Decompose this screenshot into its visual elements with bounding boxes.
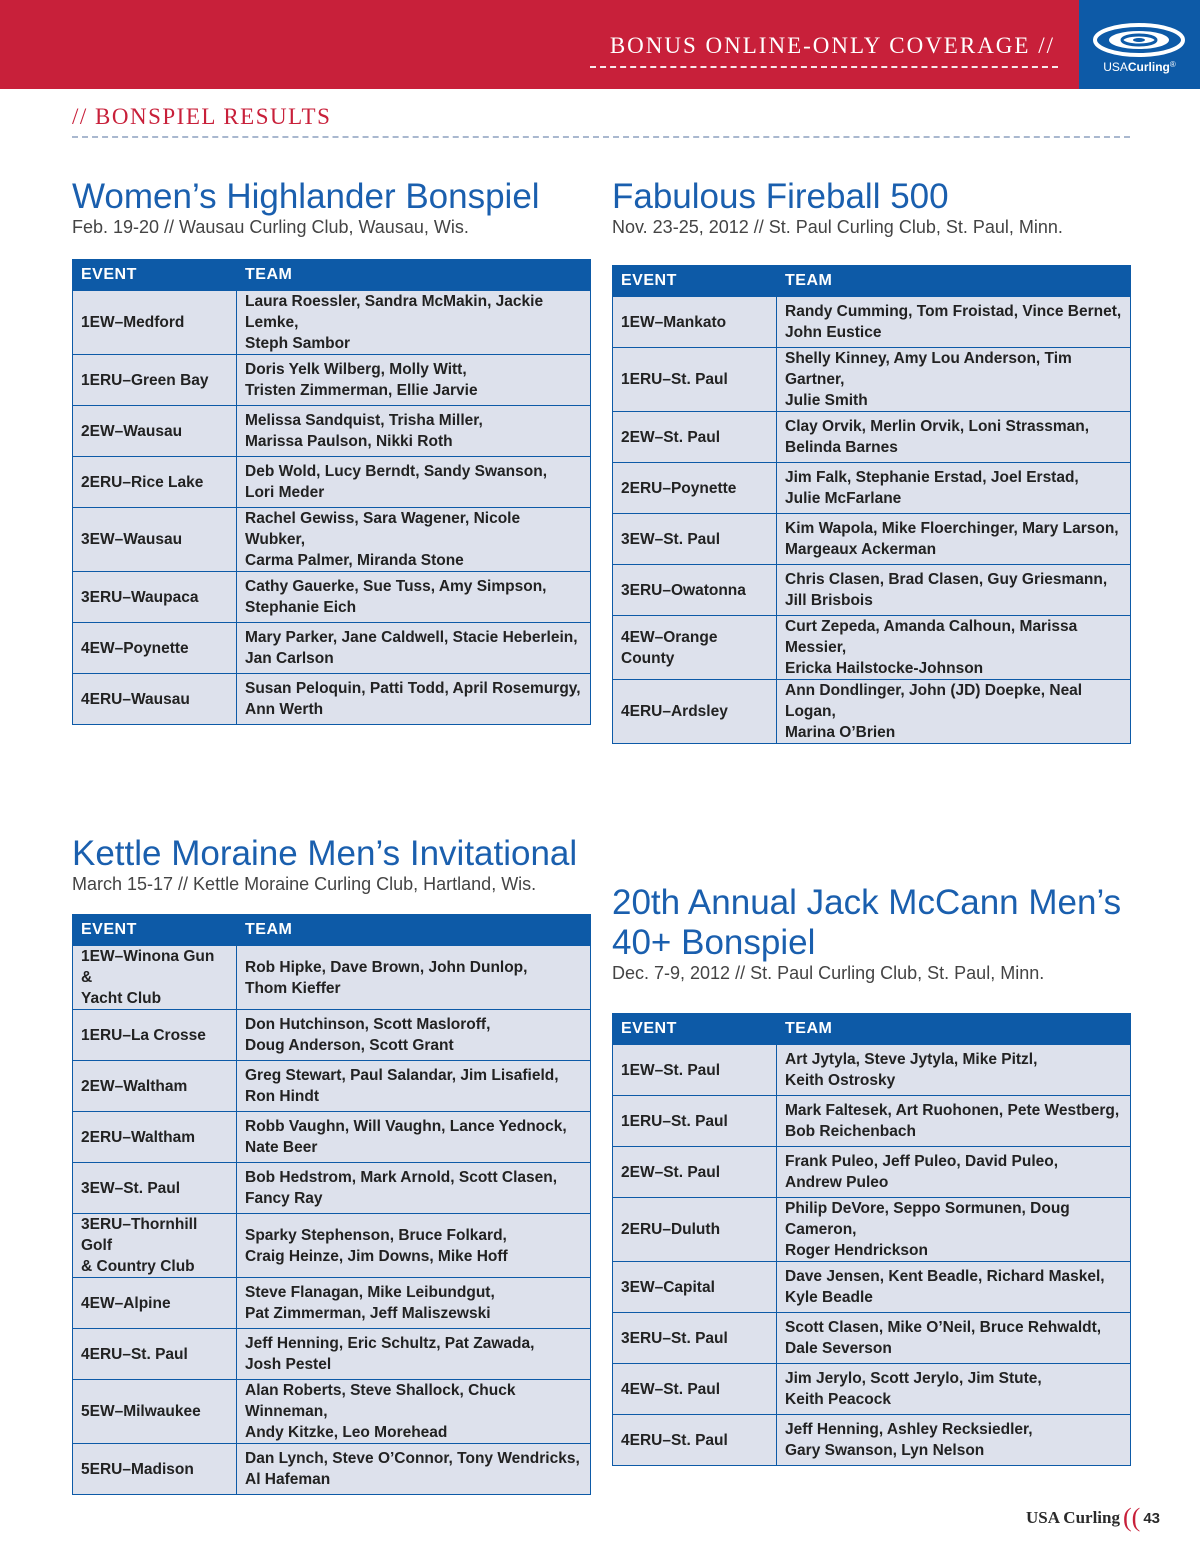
table-row [73, 508, 591, 572]
team-column-header: TEAM [237, 915, 591, 946]
table-row [613, 463, 1131, 514]
team-cell: Rachel Gewiss, Sara Wagener, Nicole Wubker, Carma Palmer, Miranda Stone [237, 508, 591, 572]
team-cell: Jeff Henning, Ashley Recksiedler, Gary Swanson, Lyn Nelson [777, 1415, 1131, 1466]
team-cell: Alan Roberts, Steve Shallock, Chuck Winneman, Andy Kitzke, Leo Morehead [237, 1380, 591, 1444]
table-row [73, 1061, 591, 1112]
table-row [73, 623, 591, 674]
page-footer [1026, 1503, 1160, 1533]
event-cell: 2ERU–Rice Lake [73, 457, 237, 508]
event-cell: 3ERU–St. Paul [613, 1313, 777, 1364]
page-number: 43 [1143, 1510, 1160, 1527]
team-cell: Steve Flanagan, Mike Leibundgut, Pat Zimmerman, Jeff Maliszewski [237, 1278, 591, 1329]
event-cell: 1EW–Mankato [613, 297, 777, 348]
team-cell: Susan Peloquin, Patti Todd, April Rosemurgy, Ann Werth [237, 674, 591, 725]
event-cell: 1EW–Medford [73, 291, 237, 355]
team-cell: Randy Cumming, Tom Froistad, Vince Bernet, John Eustice [777, 297, 1131, 348]
team-cell: Don Hutchinson, Scott Masloroff, Doug Anderson, Scott Grant [237, 1010, 591, 1061]
event-cell: 2ERU–Waltham [73, 1112, 237, 1163]
table-row [73, 1163, 591, 1214]
table-row [613, 680, 1131, 744]
table-header-row [613, 266, 1131, 297]
table-row [613, 565, 1131, 616]
team-cell: Robb Vaughn, Will Vaughn, Lance Yednock, Nate Beer [237, 1112, 591, 1163]
team-cell: Bob Hedstrom, Mark Arnold, Scott Clasen, Fancy Ray [237, 1163, 591, 1214]
team-cell: Rob Hipke, Dave Brown, John Dunlop, Thom Kieffer [237, 946, 591, 1010]
event-cell: 2EW–Waltham [73, 1061, 237, 1112]
team-cell: Jim Falk, Stephanie Erstad, Joel Erstad, Julie McFarlane [777, 463, 1131, 514]
event-cell: 5ERU–Madison [73, 1444, 237, 1495]
table-row [73, 457, 591, 508]
team-cell: Chris Clasen, Brad Clasen, Guy Griesmann, Jill Brisbois [777, 565, 1131, 616]
table-row [73, 406, 591, 457]
kettle-results-table [72, 914, 591, 1495]
team-column-header: TEAM [237, 260, 591, 291]
event-column-header: EVENT [613, 1014, 777, 1045]
table-row [73, 946, 591, 1010]
kettle-title: Kettle Moraine Men’s Invitational [72, 834, 578, 873]
event-cell: 2ERU–Poynette [613, 463, 777, 514]
table-row [613, 348, 1131, 412]
table-row [613, 1415, 1131, 1466]
table-row [73, 1329, 591, 1380]
event-cell: 1EW–St. Paul [613, 1045, 777, 1096]
header-banner [0, 0, 1079, 89]
curling-stone-icon [1091, 22, 1188, 60]
team-cell: Mary Parker, Jane Caldwell, Stacie Heberlein, Jan Carlson [237, 623, 591, 674]
event-cell: 3EW–Capital [613, 1262, 777, 1313]
team-cell: Curt Zepeda, Amanda Calhoun, Marissa Messier, Ericka Hailstocke-Johnson [777, 616, 1131, 680]
highlander-subtitle: Feb. 19-20 // Wausau Curling Club, Wausau, Wis. [72, 217, 469, 237]
fireball-title: Fabulous Fireball 500 [612, 177, 949, 216]
table-row [73, 1214, 591, 1278]
bonus-coverage-label: BONUS ONLINE-ONLY COVERAGE // [609, 33, 1055, 58]
event-cell: 4EW–Orange County [613, 616, 777, 680]
team-cell: Frank Puleo, Jeff Puleo, David Puleo, Andrew Puleo [777, 1147, 1131, 1198]
team-cell: Scott Clasen, Mike O’Neil, Bruce Rehwaldt, Dale Severson [777, 1313, 1131, 1364]
team-column-header: TEAM [777, 1014, 1131, 1045]
header-dashed-rule [590, 66, 1058, 68]
mccann-results-table [612, 1013, 1131, 1466]
kettle-heading [72, 834, 577, 894]
table-row [613, 1096, 1131, 1147]
table-row [73, 674, 591, 725]
event-cell: 4ERU–St. Paul [73, 1329, 237, 1380]
event-column-header: EVENT [73, 260, 237, 291]
mccann-heading [612, 883, 1121, 983]
team-cell: Deb Wold, Lucy Berndt, Sandy Swanson, Lori Meder [237, 457, 591, 508]
table-row [613, 1262, 1131, 1313]
team-cell: Art Jytyla, Steve Jytyla, Mike Pitzl, Keith Ostrosky [777, 1045, 1131, 1096]
event-cell: 3ERU–Waupaca [73, 572, 237, 623]
team-cell: Mark Faltesek, Art Ruohonen, Pete Westberg, Bob Reichenbach [777, 1096, 1131, 1147]
event-cell: 4ERU–Wausau [73, 674, 237, 725]
highlander-results-table [72, 259, 591, 725]
table-row [613, 1147, 1131, 1198]
table-row [613, 1313, 1131, 1364]
mccann-subtitle: Dec. 7-9, 2012 // St. Paul Curling Club, St. Paul, Minn. [612, 963, 1045, 983]
team-cell: Greg Stewart, Paul Salandar, Jim Lisafield, Ron Hindt [237, 1061, 591, 1112]
logo-wordmark: USACurling® [1103, 60, 1176, 74]
table-row [613, 1045, 1131, 1096]
event-cell: 1ERU–La Crosse [73, 1010, 237, 1061]
table-row [73, 1380, 591, 1444]
table-row [73, 1010, 591, 1061]
team-cell: Shelly Kinney, Amy Lou Anderson, Tim Gartner, Julie Smith [777, 348, 1131, 412]
highlander-heading [72, 177, 540, 237]
event-cell: 3EW–St. Paul [73, 1163, 237, 1214]
footer-parenthesis-mark: (( [1122, 1503, 1141, 1532]
fireball-results-table [612, 265, 1131, 744]
team-cell: Sparky Stephenson, Bruce Folkard, Craig Heinze, Jim Downs, Mike Hoff [237, 1214, 591, 1278]
event-cell: 4ERU–Ardsley [613, 680, 777, 744]
event-cell: 3EW–St. Paul [613, 514, 777, 565]
team-cell: Jim Jerylo, Scott Jerylo, Jim Stute, Keith Peacock [777, 1364, 1131, 1415]
table-row [73, 1112, 591, 1163]
event-cell: 2EW–Wausau [73, 406, 237, 457]
team-cell: Doris Yelk Wilberg, Molly Witt, Tristen Zimmerman, Ellie Jarvie [237, 355, 591, 406]
fireball-heading [612, 177, 1063, 237]
event-cell: 1EW–Winona Gun & Yacht Club [73, 946, 237, 1010]
event-column-header: EVENT [613, 266, 777, 297]
team-cell: Cathy Gauerke, Sue Tuss, Amy Simpson, Stephanie Eich [237, 572, 591, 623]
event-cell: 1ERU–St. Paul [613, 1096, 777, 1147]
fireball-subtitle: Nov. 23-25, 2012 // St. Paul Curling Club, St. Paul, Minn. [612, 217, 1063, 237]
team-cell: Laura Roessler, Sandra McMakin, Jackie Lemke, Steph Sambor [237, 291, 591, 355]
table-row [613, 1198, 1131, 1262]
section-dashed-rule [72, 136, 1130, 138]
team-cell: Philip DeVore, Seppo Sormunen, Doug Cameron, Roger Hendrickson [777, 1198, 1131, 1262]
table-row [73, 355, 591, 406]
event-cell: 3EW–Wausau [73, 508, 237, 572]
publication-name: USA Curling [1025, 1508, 1120, 1527]
event-column-header: EVENT [73, 915, 237, 946]
event-cell: 1ERU–Green Bay [73, 355, 237, 406]
event-cell: 1ERU–St. Paul [613, 348, 777, 412]
table-row [613, 1364, 1131, 1415]
mccann-title: 20th Annual Jack McCann Men’s 40+ Bonspiel [612, 883, 1122, 962]
table-row [73, 1278, 591, 1329]
table-header-row [613, 1014, 1131, 1045]
event-cell: 5EW–Milwaukee [73, 1380, 237, 1444]
event-cell: 3ERU–Owatonna [613, 565, 777, 616]
section-label: // BONSPIEL RESULTS [72, 104, 332, 129]
table-header-row [73, 260, 591, 291]
table-row [73, 572, 591, 623]
kettle-subtitle: March 15-17 // Kettle Moraine Curling Club, Hartland, Wis. [72, 874, 537, 894]
event-cell: 4EW–Poynette [73, 623, 237, 674]
team-cell: Kim Wapola, Mike Floerchinger, Mary Larson, Margeaux Ackerman [777, 514, 1131, 565]
table-row [613, 297, 1131, 348]
table-row [613, 514, 1131, 565]
table-row [73, 1444, 591, 1495]
event-cell: 4EW–Alpine [73, 1278, 237, 1329]
table-header-row [73, 915, 591, 946]
team-cell: Melissa Sandquist, Trisha Miller, Marissa Paulson, Nikki Roth [237, 406, 591, 457]
table-row [613, 412, 1131, 463]
table-row [73, 291, 591, 355]
team-cell: Dave Jensen, Kent Beadle, Richard Maskel, Kyle Beadle [777, 1262, 1131, 1313]
event-cell: 4EW–St. Paul [613, 1364, 777, 1415]
highlander-title: Women’s Highlander Bonspiel [72, 177, 540, 216]
team-column-header: TEAM [777, 266, 1131, 297]
event-cell: 4ERU–St. Paul [613, 1415, 777, 1466]
team-cell: Clay Orvik, Merlin Orvik, Loni Strassman, Belinda Barnes [777, 412, 1131, 463]
usa-curling-logo[interactable] [1079, 0, 1200, 89]
event-cell: 3ERU–Thornhill Golf & Country Club [73, 1214, 237, 1278]
team-cell: Jeff Henning, Eric Schultz, Pat Zawada, Josh Pestel [237, 1329, 591, 1380]
team-cell: Ann Dondlinger, John (JD) Doepke, Neal Logan, Marina O’Brien [777, 680, 1131, 744]
event-cell: 2ERU–Duluth [613, 1198, 777, 1262]
table-row [613, 616, 1131, 680]
team-cell: Dan Lynch, Steve O’Connor, Tony Wendricks, Al Hafeman [237, 1444, 591, 1495]
event-cell: 2EW–St. Paul [613, 412, 777, 463]
event-cell: 2EW–St. Paul [613, 1147, 777, 1198]
